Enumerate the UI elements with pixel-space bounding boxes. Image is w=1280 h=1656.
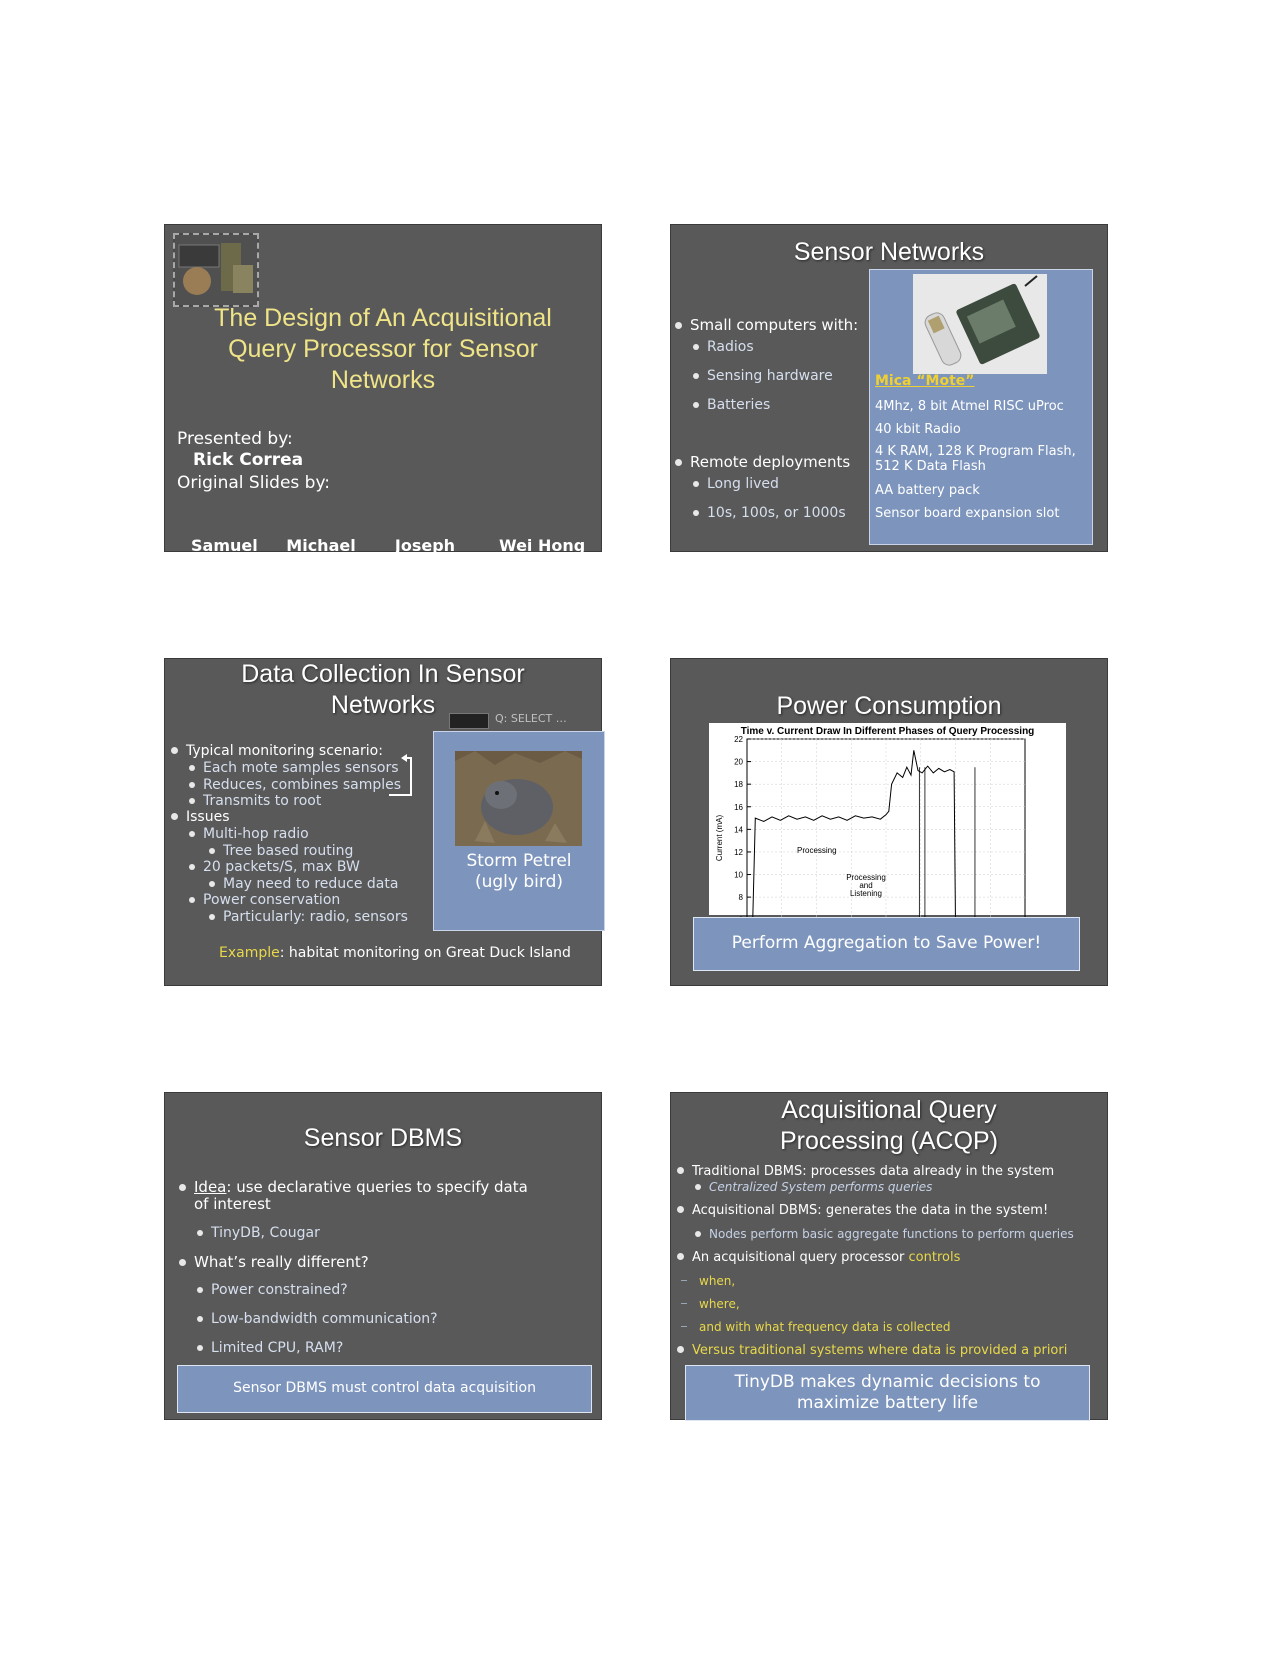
bullet-icon	[693, 402, 699, 408]
y-tick-label: 18	[734, 780, 743, 790]
dash-icon	[681, 1326, 687, 1327]
sub-sub-bullet: Tree based routing	[209, 843, 353, 860]
sub-bullet: 20 packets/S, max BW	[189, 859, 360, 876]
dbms-callout: Sensor DBMS must control data acquisition	[177, 1365, 592, 1413]
spec-line: 4 K RAM, 128 K Program Flash,	[875, 444, 1076, 459]
sub-bullet: Reduces, combines samples	[189, 777, 401, 794]
sub-bullet: Multi-hop radio	[189, 826, 309, 843]
bullet-icon	[209, 881, 215, 887]
bullet-icon	[677, 1206, 684, 1213]
bullet-icon	[189, 765, 195, 771]
sub-bullet: Each mote samples sensors	[189, 760, 399, 777]
presenter-name: Rick Correa	[193, 450, 304, 470]
sub-bullet: 10s, 100s, or 1000s	[693, 505, 846, 521]
bullet-icon	[675, 322, 682, 329]
bullet-idea-cont: of interest	[194, 1195, 271, 1213]
bullet-controls: An acquisitional query processor controls	[677, 1250, 960, 1265]
bullet-icon	[695, 1231, 701, 1237]
annotation-processing-listening: Listening	[849, 889, 883, 898]
bullet-icon	[197, 1345, 203, 1351]
sub-bullet: Limited CPU, RAM?	[197, 1340, 343, 1356]
bullet-acquisitional: Acquisitional DBMS: generates the data in the system!	[677, 1203, 1048, 1218]
y-tick-label: 8	[738, 893, 743, 903]
slide-6-title: Acquisitional Query Processing (ACQP)	[779, 1096, 999, 1155]
bullet-icon	[189, 864, 195, 870]
bullet-icon	[189, 798, 195, 804]
annotation-processing: Processing	[797, 846, 837, 855]
spec-line: Sensor board expansion slot	[875, 506, 1060, 521]
bullet-icon	[693, 481, 699, 487]
y-tick-label: 12	[734, 847, 743, 857]
bullet-icon	[677, 1167, 684, 1174]
chart-svg	[709, 723, 1066, 915]
y-tick-label: 10	[734, 870, 743, 880]
bullet-icon	[189, 782, 195, 788]
author-name: Samuel Madden	[191, 536, 263, 576]
control-item: when,	[681, 1274, 735, 1288]
spec-line: 40 kbit Radio	[875, 422, 961, 437]
dash-icon	[681, 1280, 687, 1281]
bullet-icon	[179, 1259, 186, 1266]
sub-bullet: Sensing hardware	[693, 368, 833, 384]
spec-line: 4Mhz, 8 bit Atmel RISC uProc	[875, 399, 1064, 414]
author-name: Wei Hong	[499, 536, 586, 555]
spec-line: AA battery pack	[875, 483, 980, 498]
mica-mote-photo	[913, 274, 1047, 374]
original-slides-label: Original Slides by:	[177, 473, 331, 493]
bullet-monitoring: Typical monitoring scenario:	[171, 743, 383, 760]
author-name: Michael Franklin	[284, 536, 358, 576]
tinydb-logo	[173, 233, 259, 307]
bullet-small-computers: Small computers with:	[675, 316, 858, 334]
presented-by-label: Presented by:	[177, 429, 293, 449]
bullet-icon	[197, 1316, 203, 1322]
y-tick-label: 14	[734, 825, 743, 835]
bullet-icon	[695, 1184, 701, 1190]
chart-title: Time v. Current Draw In Different Phases of Query Processing	[740, 726, 1035, 737]
sub-bullet: Batteries	[693, 397, 770, 413]
slide-3-title: Data Collection In Sensor Networks	[241, 660, 525, 719]
bullet-different: What’s really different?	[179, 1253, 369, 1271]
slide-1	[164, 224, 602, 576]
y-tick-label: 22	[734, 735, 743, 744]
bird-caption: Storm Petrel (ugly bird)	[466, 851, 572, 892]
slide-5	[164, 1092, 602, 1420]
slide-2-title: Sensor Networks	[793, 238, 985, 266]
sub-bullet: Radios	[693, 339, 754, 355]
bullet-idea: Idea: use declarative queries to specify data	[179, 1178, 528, 1196]
slide-1-title: The Design of An Acquisitional Query Processor for Sensor Networks	[214, 304, 552, 394]
aggregation-callout: Perform Aggregation to Save Power!	[693, 917, 1080, 971]
sub-bullet: Centralized System performs queries	[695, 1180, 932, 1194]
query-text: Q: SELECT …	[495, 712, 567, 725]
sub-bullet: TinyDB, Cougar	[197, 1225, 320, 1241]
sub-bullet: Low-bandwidth communication?	[197, 1311, 438, 1327]
bullet-icon	[189, 831, 195, 837]
slide-3	[164, 658, 602, 986]
spec-line: 512 K Data Flash	[875, 459, 986, 474]
sub-sub-bullet: May need to reduce data	[209, 876, 398, 893]
author-name: Joseph Hellerstein	[375, 536, 475, 576]
tinydb-callout: TinyDB makes dynamic decisions to maximize battery life	[685, 1365, 1090, 1421]
bullet-icon	[209, 914, 215, 920]
query-display	[449, 713, 489, 729]
y-tick-label: 20	[734, 757, 743, 767]
bullet-remote-deployments: Remote deployments	[675, 453, 850, 471]
slide-2	[670, 224, 1108, 552]
sub-bullet: Long lived	[693, 476, 779, 492]
y-axis-label: Current (mA)	[715, 814, 724, 862]
mica-mote-label[interactable]: Mica “Mote”	[875, 373, 975, 389]
sub-sub-bullet: Particularly: radio, sensors	[209, 909, 408, 926]
bullet-icon	[189, 897, 195, 903]
sub-bullet: Power conservation	[189, 892, 340, 909]
annotation-processing-listening: and	[859, 881, 873, 890]
bullet-issues: Issues	[171, 809, 230, 826]
bullet-icon	[171, 813, 178, 820]
current-draw-chart	[709, 723, 1066, 915]
slide-5-title: Sensor DBMS	[303, 1124, 463, 1152]
y-tick-label: 16	[734, 802, 743, 812]
sub-bullet: Transmits to root	[189, 793, 321, 810]
bullet-icon	[693, 373, 699, 379]
bullet-icon	[197, 1230, 203, 1236]
bullet-icon	[677, 1346, 684, 1353]
bullet-icon	[197, 1287, 203, 1293]
bullet-traditional: Traditional DBMS: processes data already in the system	[677, 1164, 1054, 1179]
bullet-versus: Versus traditional systems where data is provided a priori	[677, 1343, 1067, 1358]
slide-6	[670, 1092, 1108, 1420]
storm-petrel-photo	[455, 751, 582, 846]
slide-4-title: Power Consumption	[776, 692, 1002, 720]
bullet-icon	[209, 848, 215, 854]
bullet-icon	[675, 459, 682, 466]
bullet-icon	[171, 747, 178, 754]
example-line: Example: habitat monitoring on Great Duck Island	[219, 945, 571, 961]
bullet-icon	[179, 1184, 186, 1191]
bullet-icon	[693, 344, 699, 350]
dash-icon	[681, 1303, 687, 1304]
sub-bullet: Power constrained?	[197, 1282, 348, 1298]
sub-bullet: Nodes perform basic aggregate functions to perform queries	[695, 1227, 1074, 1241]
slide-4	[670, 658, 1108, 986]
annotation-processing-listening: Processing	[846, 873, 886, 882]
bullet-icon	[677, 1253, 684, 1260]
control-item: and with what frequency data is collected	[681, 1320, 951, 1334]
bullet-icon	[693, 510, 699, 516]
control-item: where,	[681, 1297, 740, 1311]
